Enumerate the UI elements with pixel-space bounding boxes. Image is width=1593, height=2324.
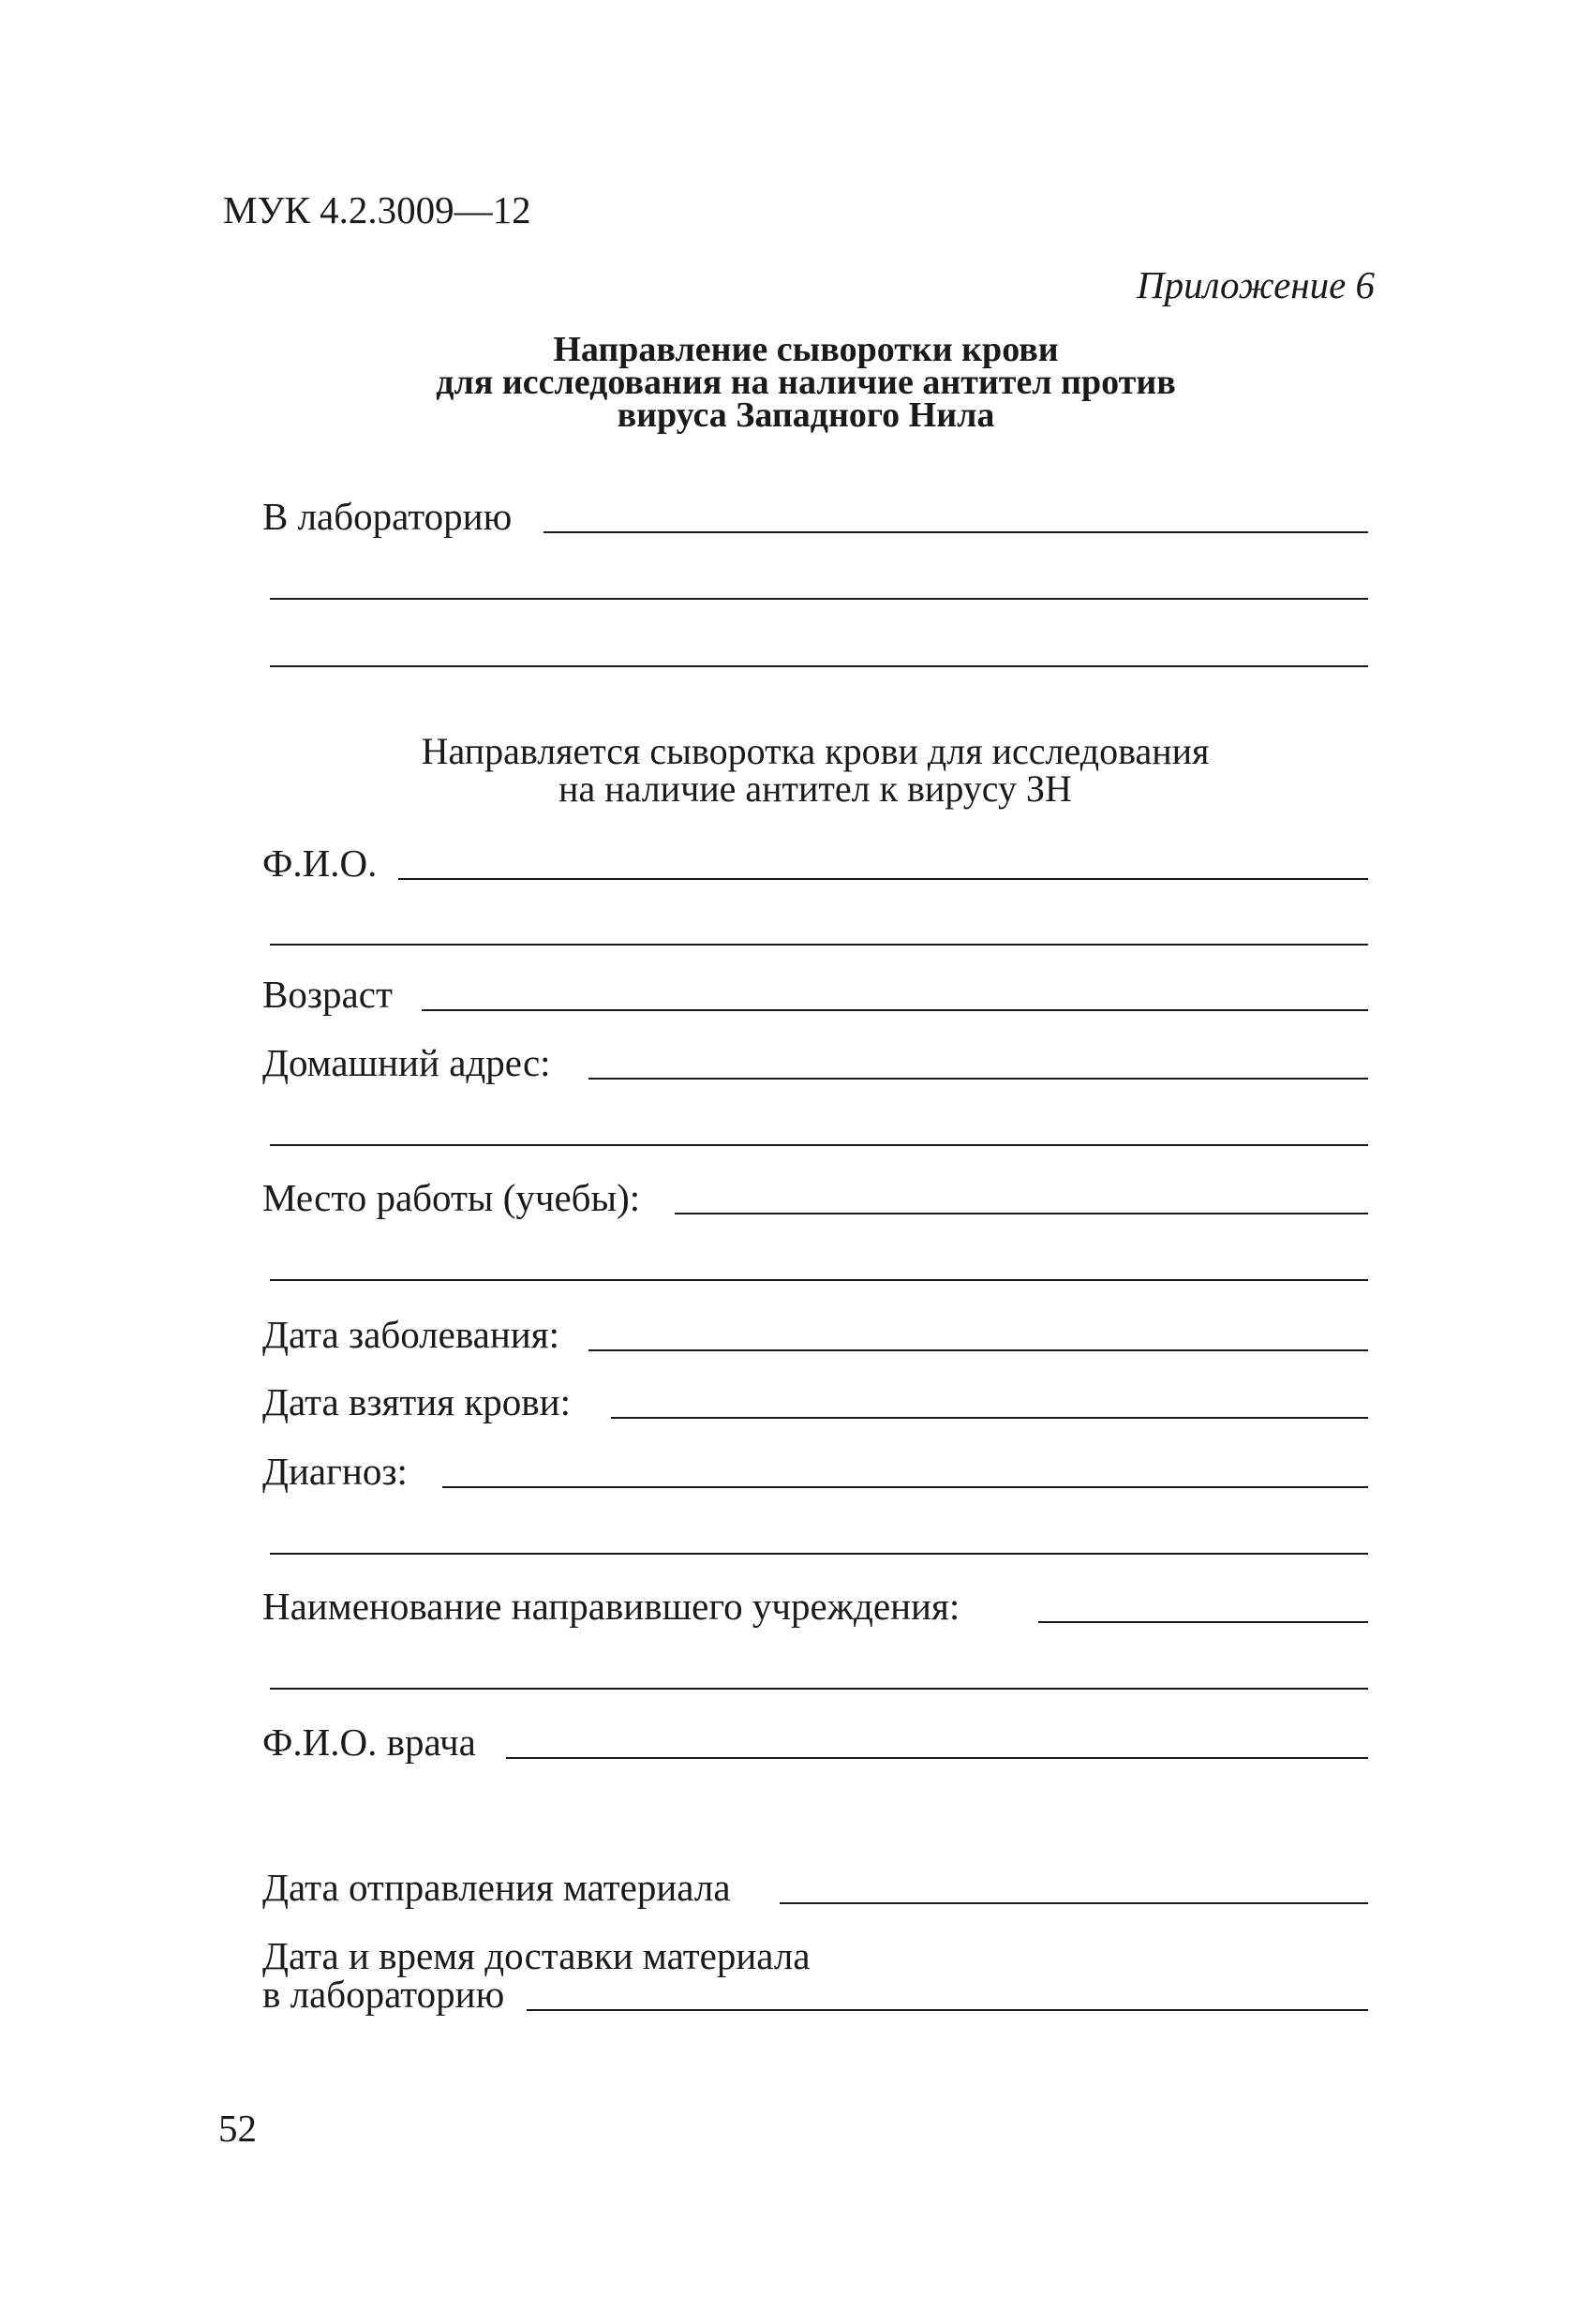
full-name-line[interactable] <box>398 878 1368 880</box>
illness-date-label: Дата заболевания: <box>262 1313 559 1356</box>
laboratory-line-2[interactable] <box>270 598 1368 600</box>
laboratory-line-3[interactable] <box>270 665 1368 667</box>
dispatch-date-label: Дата отправления материала <box>262 1866 731 1909</box>
age-line[interactable] <box>422 1009 1368 1011</box>
workplace-line[interactable] <box>675 1213 1368 1214</box>
dispatch-date-line[interactable] <box>780 1902 1368 1904</box>
home-address-label: Домашний адрес: <box>262 1041 551 1084</box>
illness-date-line[interactable] <box>588 1349 1368 1351</box>
title-line-3: вируса Западного Нила <box>617 395 995 435</box>
appendix-label: Приложение 6 <box>1137 263 1376 306</box>
laboratory-label: В лабораторию <box>262 495 513 538</box>
delivery-date-line[interactable] <box>527 2009 1368 2011</box>
diagnosis-label: Диагноз: <box>262 1450 408 1493</box>
diagnosis-line[interactable] <box>442 1486 1368 1488</box>
full-name-label: Ф.И.О. <box>262 842 378 885</box>
laboratory-line[interactable] <box>543 531 1368 533</box>
workplace-line-2[interactable] <box>270 1279 1368 1281</box>
form-title <box>0 330 1593 435</box>
intro-line-1: Направляется сыворотка крови для исследования <box>421 730 1210 772</box>
document-code: МУК 4.2.3009—12 <box>223 188 531 231</box>
title-line-1: Направление сыворотки крови <box>553 330 1059 369</box>
institution-line[interactable] <box>1038 1621 1368 1623</box>
form-intro <box>0 730 1593 810</box>
intro-line-2: на наличие антител к вирусу ЗН <box>558 767 1072 810</box>
delivery-date-label-line-1: Дата и время доставки материала <box>262 1934 811 1977</box>
blood-date-label: Дата взятия крови: <box>262 1380 571 1423</box>
doctor-name-line[interactable] <box>506 1757 1368 1759</box>
blood-date-line[interactable] <box>611 1417 1368 1419</box>
institution-label: Наименование направившего учреждения: <box>262 1585 960 1628</box>
title-line-2: для исследования на наличие антител против <box>436 363 1176 402</box>
workplace-label: Место работы (учебы): <box>262 1176 641 1219</box>
diagnosis-line-2[interactable] <box>270 1553 1368 1555</box>
home-address-line-2[interactable] <box>270 1144 1368 1146</box>
doctor-name-label: Ф.И.О. врача <box>262 1721 476 1764</box>
full-name-line-2[interactable] <box>270 944 1368 946</box>
page-number: 52 <box>218 2107 257 2150</box>
age-label: Возраст <box>262 973 393 1016</box>
institution-line-2[interactable] <box>270 1688 1368 1690</box>
delivery-date-label-line-2: в лабораторию <box>262 1973 505 2016</box>
home-address-line[interactable] <box>588 1078 1368 1080</box>
